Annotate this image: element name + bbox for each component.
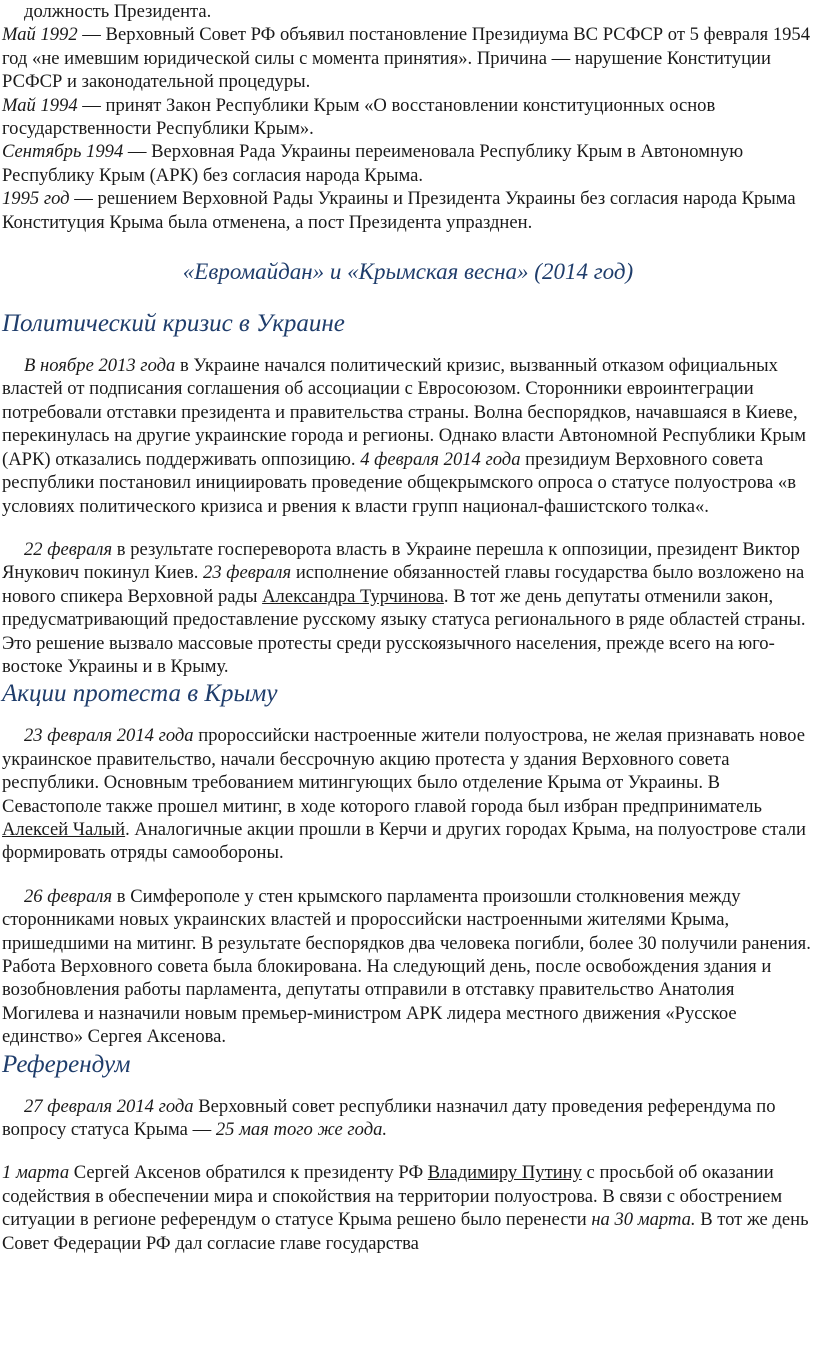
paragraph-text: пророссийски настроенные жители полуострова, не желая признавать новое украинское правительство, начали бессрочную акцию протеста у здания Верховного совета республики. Основным требованием митингующих было отделение Крыма от Украины. В Севастополе также прошел митинг, в ходе которого главой города был избран предприниматель — [2, 725, 805, 817]
paragraph-text: Верховный совет республики назначил дату проведения референдума по вопросу статуса Крыма — — [2, 1095, 776, 1141]
paragraph-text: . В тот же день депутаты отменили закон, предусматривающий предоставление русскому языку статуса регионального в ряде областей страны. Это решение вызвало массовые протесты среди русскоязычного населения, прежде всего на юго-востоке Украины и в Крыму. — [2, 585, 806, 677]
intro-line — [0, 0, 816, 23]
date-label: В ноябре 2013 года — [24, 355, 176, 377]
paragraph — [0, 1161, 816, 1255]
date-label: Сентябрь 1994 — [2, 141, 124, 163]
date-label: Май 1994 — [2, 94, 78, 116]
timeline-text: — Верховный Совет РФ объявил постановление Президиума ВС РСФСР от 5 февраля 1954 год «не имевшим юридической силы с момента принятия». Причина — нарушение Конституции РСФСР и законодательной процедуры. — [2, 24, 811, 93]
timeline-text: — Верховная Рада Украины переименовала Республику Крым в Автономную Республику Крым (АРК) без согласия народа Крыма. — [2, 141, 744, 186]
paragraph-text: президиум Верховного совета республики постановил инициировать проведение общекрымского опроса о статусе полуострова «в условиях политического кризиса и рвения к власти групп национал-фашистского толка«. — [2, 448, 797, 517]
timeline-may-1994 — [0, 94, 816, 141]
timeline-text: — решением Верховной Рады Украины и Президента Украины без согласия народа Крыма Конституция Крыма была отменена, а пост Президента упразднен. — [2, 188, 796, 233]
link-chaly[interactable]: Алексей Чалый — [2, 818, 126, 840]
date-label: Май 1992 — [2, 24, 78, 46]
link-putin[interactable]: Владимиру Путину — [427, 1162, 582, 1184]
link-turchinov[interactable]: Александра Турчинова — [262, 585, 444, 607]
paragraph-text: Сергей Аксенов обратился к президенту РФ — [69, 1162, 428, 1184]
timeline-may-1992 — [0, 23, 816, 93]
paragraph-text: . Аналогичные акции прошли в Керчи и других городах Крыма, на полуострове стали формировать отряды самообороны. — [2, 818, 806, 864]
paragraph-text: в Украине начался политический кризис, вызванный отказом официальных властей от подписания соглашения об ассоциации с Евросоюзом. Сторонники евроинтеграции потребовали отставки президента и правительства страны. Волна беспорядков, начавшаяся в Киеве, перекинулась на другие украинские города и регионы. Однако власти Автономной Республики Крым (АРК) отказались поддерживать оппозицию. — [2, 355, 807, 470]
paragraph-text: В тот же день Совет Федерации РФ дал согласие главе государства — [2, 1209, 809, 1254]
date-label: 26 февраля — [24, 885, 113, 907]
date-label: 4 февраля 2014 года — [360, 448, 521, 470]
date-label: 27 февраля 2014 года — [24, 1095, 194, 1117]
date-label: на 30 марта. — [591, 1209, 696, 1231]
paragraph — [0, 1095, 816, 1142]
date-label: 23 февраля 2014 года — [24, 725, 194, 747]
main-title: «Евромайдан» и «Крымская весна» (2014 год) — [182, 259, 634, 285]
timeline-sep-1994 — [0, 140, 816, 187]
paragraph-text: в Симферополе у стен крымского парламента произошли столкновения между сторонниками новых украинских властей и пророссийски настроенными жителями Крыма, пришедшими на митинг. В результате беспорядков два человека погибли, более 30 получили ранения. Работа Верховного совета была блокирована. На следующий день, после освобождения здания и возобновления работы парламента, депутаты отправили в отставку правительство Анатолия Могилева и назначили новым премьер-министром АРК лидера местного движения «Русское единство» Сергея Аксенова. — [2, 885, 811, 1048]
date-label: 1 марта — [2, 1162, 70, 1184]
intro-text: должность Президента. — [24, 1, 212, 22]
paragraph-text: в результате госпереворота власть в Украине перешла к оппозиции, президент Виктор Янукович покинул Киев. — [2, 538, 800, 584]
paragraph — [0, 724, 816, 864]
timeline-1995 — [0, 187, 816, 234]
section-heading-referendum: Референдум — [2, 1050, 131, 1078]
paragraph-text: исполнение обязанностей главы государства было возложено на нового спикера Верховной рады — [2, 562, 805, 607]
paragraph-text: с просьбой об оказании содействия в обеспечении мира и спокойствия на территории полуострова. В связи с обострением ситуации в регионе референдум о статусе Крыма решено было перенести — [2, 1162, 783, 1231]
paragraph — [0, 885, 816, 1049]
date-label: 1995 год — [2, 188, 70, 210]
date-label: 25 мая того же года. — [215, 1119, 388, 1141]
paragraph — [0, 354, 816, 518]
date-label: 22 февраля — [24, 538, 113, 560]
date-label: 23 февраля — [203, 562, 292, 584]
section-heading-crisis: Политический кризис в Украине — [2, 310, 345, 338]
timeline-text: — принят Закон Республики Крым «О восстановлении конституционных основ государственности Республики Крым». — [2, 94, 716, 140]
paragraph — [0, 538, 816, 678]
section-heading-protests: Акции протеста в Крыму — [2, 680, 278, 708]
